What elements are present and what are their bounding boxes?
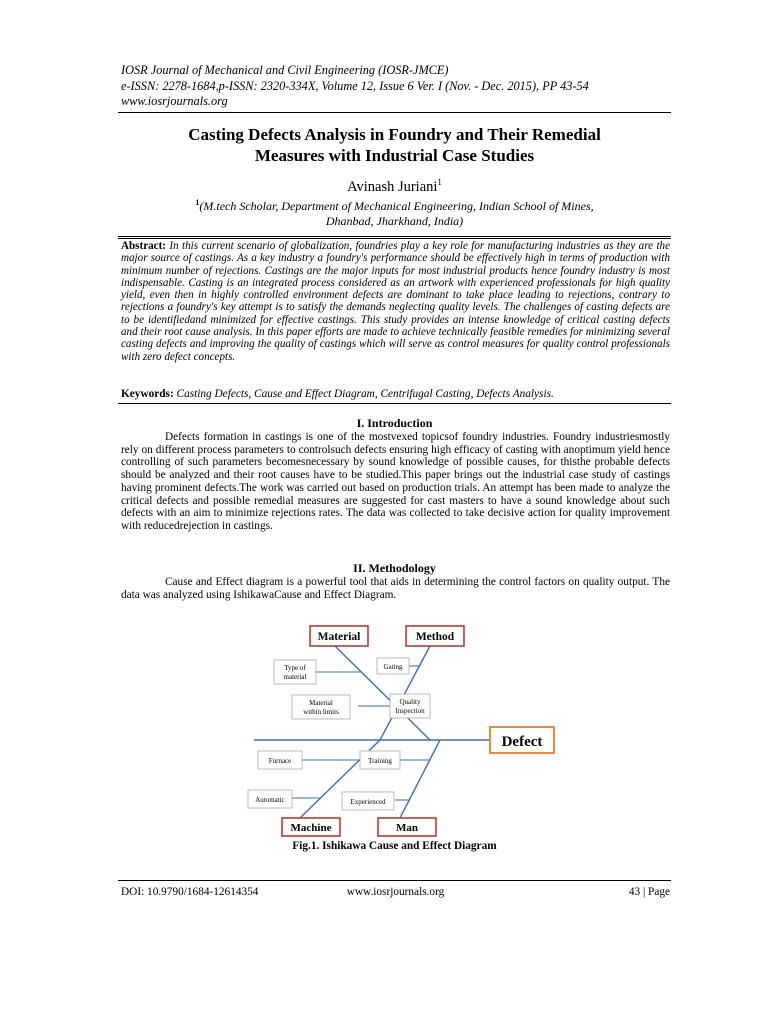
category-machine-label: Machine xyxy=(290,822,332,834)
figure-caption: Fig.1. Ishikawa Cause and Effect Diagram xyxy=(292,840,497,852)
cause-experienced-label: Experienced xyxy=(350,798,386,806)
section-heading-methodology: II. Methodology xyxy=(353,561,436,575)
cause-inspection-line-1: Quality xyxy=(399,698,421,706)
journal-url: www.iosrjournals.org xyxy=(121,94,228,108)
cause-gating-label: Gating xyxy=(383,663,403,671)
author-name xyxy=(118,173,671,196)
journal-header xyxy=(121,63,681,110)
category-method xyxy=(406,626,464,646)
header-rule xyxy=(118,112,671,113)
cause-type-line-2: material xyxy=(283,673,307,681)
ishikawa-diagram xyxy=(240,620,560,840)
abstract-label: Abstract: xyxy=(121,240,166,252)
abstract xyxy=(121,240,670,363)
category-man-label: Man xyxy=(396,822,418,834)
title-line-1: Casting Defects Analysis in Foundry and Their Remedial xyxy=(188,125,601,144)
keywords xyxy=(121,388,670,401)
keywords-label: Keywords: xyxy=(121,388,174,400)
introduction-paragraph xyxy=(121,431,670,533)
page-footer xyxy=(121,885,670,899)
abstract-rule-top-2 xyxy=(118,238,671,239)
cause-material-within-limits xyxy=(292,695,350,719)
methodology-text: Cause and Effect diagram is a powerful tool that aids in determining the control factors on quality output. The data was analyzed using IshikawaCause and Effect Diagram. xyxy=(121,576,670,601)
author-sup: 1 xyxy=(437,177,442,187)
cause-training xyxy=(360,751,400,769)
cause-type-of-material xyxy=(274,660,316,684)
bone-man xyxy=(400,740,440,818)
author-affiliation xyxy=(118,195,671,229)
footer-doi: DOI: 10.9790/1684-12614354 xyxy=(121,886,259,898)
cause-automatic-label: Automatic xyxy=(255,796,285,804)
category-man xyxy=(378,818,436,836)
cause-gating xyxy=(377,658,409,674)
cause-material-line-1: Material xyxy=(309,699,333,707)
journal-issn: e-ISSN: 2278-1684,p-ISSN: 2320-334X, Volume 12, Issue 6 Ver. I (Nov. - Dec. 2015), PP 43-54 xyxy=(121,78,589,93)
cause-experienced xyxy=(342,792,394,810)
cause-training-label: Training xyxy=(368,757,392,765)
section-heading-introduction: I. Introduction xyxy=(356,416,433,430)
category-material-label: Material xyxy=(317,631,361,643)
author-text: Avinash Juriani xyxy=(347,178,438,195)
category-machine xyxy=(282,818,340,836)
affil-line-1: (M.tech Scholar, Department of Mechanical Engineering, Indian School of Mines, xyxy=(199,199,594,213)
abstract-rule-top xyxy=(118,236,671,237)
abstract-text: In this current scenario of globalization, foundries play a key role for manufacturing industries as they are the major source of castings. As a key industry a foundry's performance should be effectively high in terms of production with minimum number of rejections. Castings are the major inputs for most industrial products hence foundry industry is most indispensable. Casting is an integrated process considered as an artwork with experienced professionals for high quality yield, even then in highly controlled environment defects are dominant to take place leading to rejections, contrary to rejections a foundry's key attempt is to satisfy the demands neglecting quality levels. The challenges of casting defects are to be identifiedand minimized for effective castings. This study provides an intense knowledge of critical casting defects and their root cause analysis. In this paper efforts are made to achieve technically feasible remedies for minimizing several casting defects and improving the quality of castings which will serve as control measures for quality control professionals with zero defect concepts. xyxy=(121,240,670,363)
affil-line-2: Dhanbad, Jharkhand, India) xyxy=(325,214,464,228)
cause-automatic xyxy=(248,790,292,808)
introduction-text: Defects formation in castings is one of the mostvexed topicsof foundry industries. Foundry industriesmostly rely on different process parameters to controlsuch defects ensuring high efficacy of casting with anoptimum yield hence controlling of such parameters becomesnecessary by sound knowledge of possible causes, for thisthe probable defects should be analyzed and their root causes have to be studied.This paper brings out the industrial case study of castings having prominent defects.The work was carried out based on production trials. An attempt has been made to analyze the critical defects and possible remedial measures are suggested for cast masters to have a sound knowledge about such defects with an aim to minimize rejections rates. The data was collected to take decisive action for quality improvement with reducedrejection in castings. xyxy=(121,431,670,532)
cause-quality-inspection xyxy=(390,694,430,718)
cause-furnace-label: Furnace xyxy=(268,757,292,765)
footer-rule xyxy=(118,880,671,881)
category-material xyxy=(310,626,368,646)
footer-page-number: 43 | Page xyxy=(628,886,670,898)
effect-defect xyxy=(490,727,554,753)
paper-title xyxy=(118,124,671,166)
cause-material-line-2: within limits xyxy=(303,708,339,716)
category-method-label: Method xyxy=(415,631,455,643)
footer-site: www.iosrjournals.org xyxy=(346,886,445,898)
cause-type-line-1: Type of xyxy=(284,664,306,672)
keywords-rule xyxy=(118,403,671,404)
keywords-text: Casting Defects, Cause and Effect Diagram, Centrifugal Casting, Defects Analysis. xyxy=(173,388,554,400)
cause-inspection-line-2: Inspection xyxy=(395,707,425,715)
methodology-paragraph xyxy=(121,576,670,601)
cause-furnace xyxy=(258,751,302,769)
journal-name: IOSR Journal of Mechanical and Civil Engineering (IOSR-JMCE) xyxy=(121,63,449,77)
effect-label: Defect xyxy=(501,734,543,750)
affil-sup: 1 xyxy=(195,198,200,207)
title-line-2: Measures with Industrial Case Studies xyxy=(254,146,535,165)
